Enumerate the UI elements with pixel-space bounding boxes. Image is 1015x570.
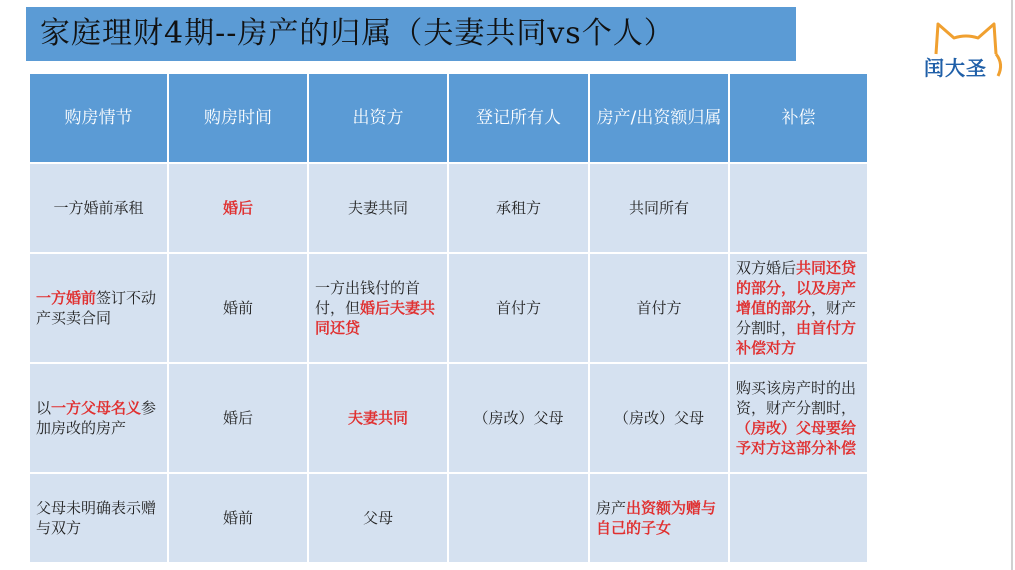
cell-funder: [308, 163, 448, 253]
cell-funder: [308, 253, 448, 363]
header-ownership: 房产/出资额归属: [589, 73, 729, 163]
cell-time: [168, 363, 308, 473]
highlight-text: 婚后夫妻共同还贷: [315, 299, 436, 337]
highlight-text: （房改）父母要给予对方这部分补偿: [736, 419, 857, 457]
cell-text: 婚后: [222, 409, 253, 427]
cell-text: 参加房改的房产: [36, 399, 157, 437]
cell-time: [168, 473, 308, 563]
table-row: [29, 253, 868, 363]
cell-situation: [29, 473, 168, 563]
cell-text: 承租方: [495, 199, 541, 217]
cell-situation: [29, 253, 168, 363]
cell-text: 婚前: [222, 509, 253, 527]
edge-line: [1011, 0, 1013, 570]
header-compensation: 补偿: [729, 73, 868, 163]
cell-situation: [29, 363, 168, 473]
cell-text: 父母: [362, 509, 393, 527]
cell-situation: [29, 163, 168, 253]
cell-text: （房改）父母: [473, 409, 564, 427]
header-row: [29, 73, 868, 163]
cell-text: 共同所有: [628, 199, 689, 217]
cell-text: 以: [36, 399, 52, 417]
highlight-text: 共同还贷的部分，以及房产增值的部分: [736, 259, 857, 317]
cell-text: 双方婚后: [736, 259, 797, 277]
cell-ownership: [589, 253, 729, 363]
table-row: [29, 473, 868, 563]
cell-text: 夫妻共同: [347, 199, 408, 217]
table-row: [29, 363, 868, 473]
highlight-text: 一方婚前: [36, 289, 97, 307]
cell-text: 房产: [596, 499, 627, 517]
cell-compensation: [729, 363, 868, 473]
cell-text: 父母未明确表示赠与双方: [36, 499, 157, 537]
cell-registrant: [448, 363, 589, 473]
cell-ownership: [589, 363, 729, 473]
cell-text: 首付方: [495, 299, 541, 317]
cell-compensation: [729, 473, 868, 563]
cell-ownership: [589, 473, 729, 563]
cell-registrant: [448, 163, 589, 253]
cell-time: [168, 253, 308, 363]
highlight-text: 夫妻共同: [347, 409, 408, 427]
header-time: 购房时间: [168, 73, 308, 163]
cell-funder: [308, 473, 448, 563]
table-row: [29, 163, 868, 253]
cell-text: 婚前: [222, 299, 253, 317]
page-title: 家庭理财4期--房产的归属（夫妻共同vs个人）: [40, 16, 675, 51]
cell-text: （房改）父母: [613, 409, 704, 427]
cell-compensation: [729, 163, 868, 253]
highlight-text: 婚后: [222, 199, 253, 217]
cell-text: ，财产分割时，: [736, 299, 857, 337]
logo-text: 闰大圣: [924, 56, 987, 80]
property-table: [28, 72, 869, 564]
cell-time: [168, 163, 308, 253]
header-funder: 出资方: [308, 73, 448, 163]
cell-text: 首付方: [636, 299, 682, 317]
highlight-text: 由首付方补偿对方: [736, 319, 857, 357]
cell-text: 一方出钱付的首付，但: [315, 279, 421, 317]
cell-funder: [308, 363, 448, 473]
cell-text: 签订不动产买卖合同: [36, 289, 157, 327]
highlight-text: 一方父母名义: [51, 399, 142, 417]
cell-compensation: [729, 253, 868, 363]
cell-registrant: [448, 253, 589, 363]
cell-registrant: [448, 473, 589, 563]
cell-text: 购买该房产时的出资，财产分割时，: [736, 379, 857, 417]
cell-text: 一方婚前承租: [53, 199, 144, 217]
title-bar: [26, 7, 796, 61]
logo: [918, 14, 1010, 84]
header-situation: 购房情节: [29, 73, 168, 163]
cell-ownership: [589, 163, 729, 253]
highlight-text: 出资额为赠与自己的子女: [596, 499, 717, 537]
header-registrant: 登记所有人: [448, 73, 589, 163]
